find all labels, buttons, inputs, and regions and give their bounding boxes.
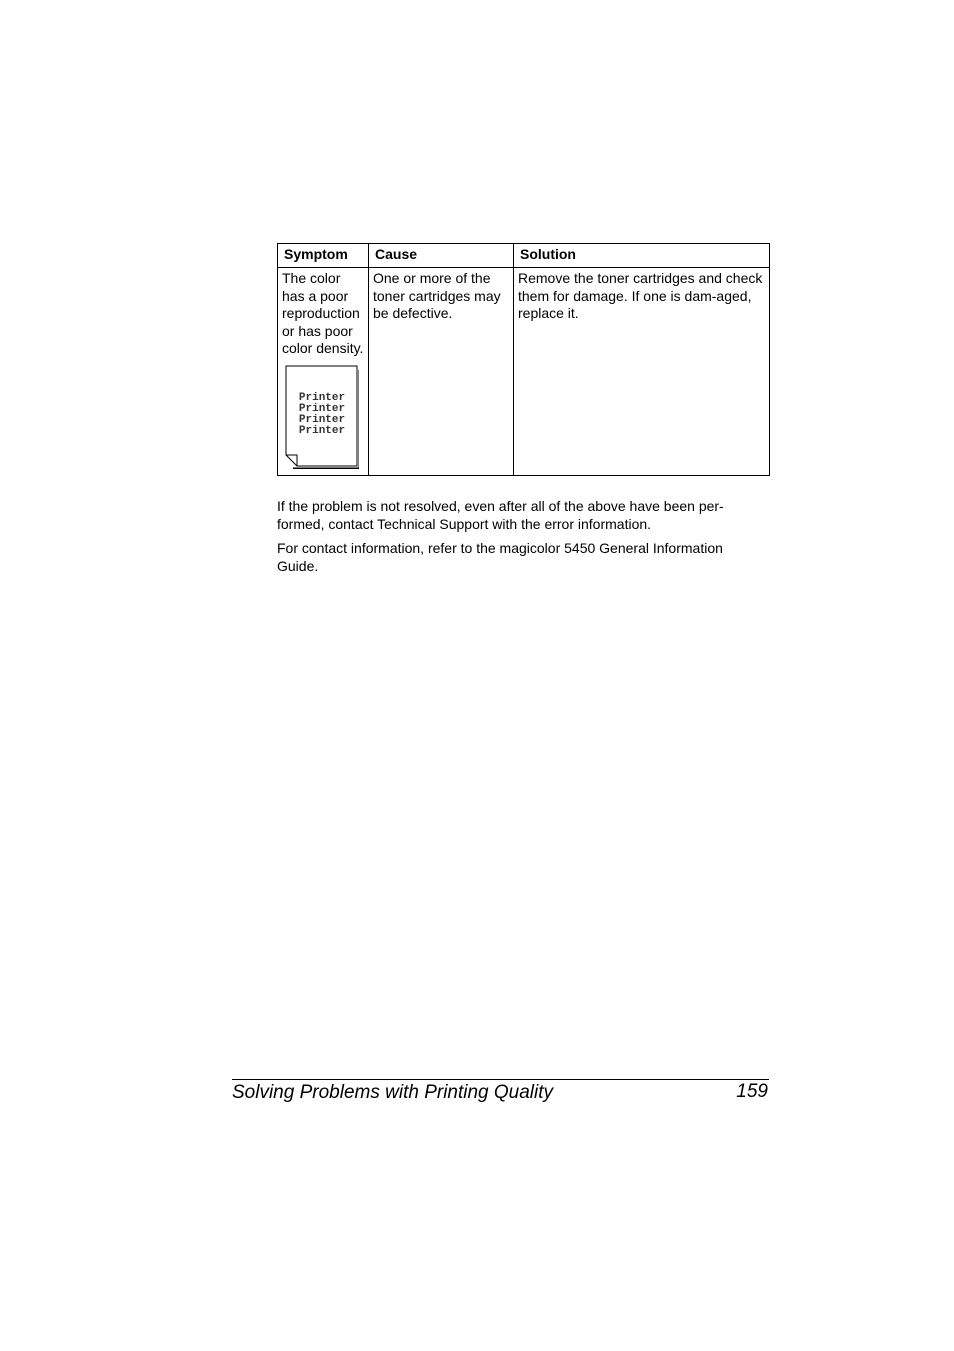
- header-symptom: Symptom: [278, 244, 369, 268]
- table-row: [278, 268, 770, 476]
- footer-chapter-title: Solving Problems with Printing Quality: [232, 1082, 554, 1103]
- sample-line: Printer: [298, 413, 346, 426]
- table-header-row: [278, 244, 770, 268]
- sample-line: Printer: [298, 424, 346, 437]
- troubleshooting-table: [277, 243, 770, 476]
- header-cause: Cause: [369, 244, 514, 268]
- symptom-cell: [278, 268, 369, 476]
- troubleshooting-table-container: [277, 243, 769, 476]
- solution-cell: Remove the toner cartridges and check them for damage. If one is dam-aged, replace it.: [514, 268, 770, 476]
- cause-cell: One or more of the toner cartridges may be defective.: [369, 268, 514, 476]
- symptom-text: The color has a poor reproduction or has poor color density.: [282, 270, 364, 356]
- sample-line: Printer: [298, 391, 346, 404]
- faded-print-sample-icon: [285, 365, 359, 469]
- footer-page-number: 159: [736, 1081, 768, 1102]
- contact-info-paragraph: For contact information, refer to the magicolor 5450 General Information Guide.: [277, 540, 723, 574]
- header-solution: Solution: [514, 244, 770, 268]
- sample-line: Printer: [298, 402, 346, 415]
- unresolved-problem-paragraph: If the problem is not resolved, even after all of the above have been per-formed, contact Technical Support with the error information.: [277, 498, 724, 532]
- footer-divider: [232, 1079, 769, 1080]
